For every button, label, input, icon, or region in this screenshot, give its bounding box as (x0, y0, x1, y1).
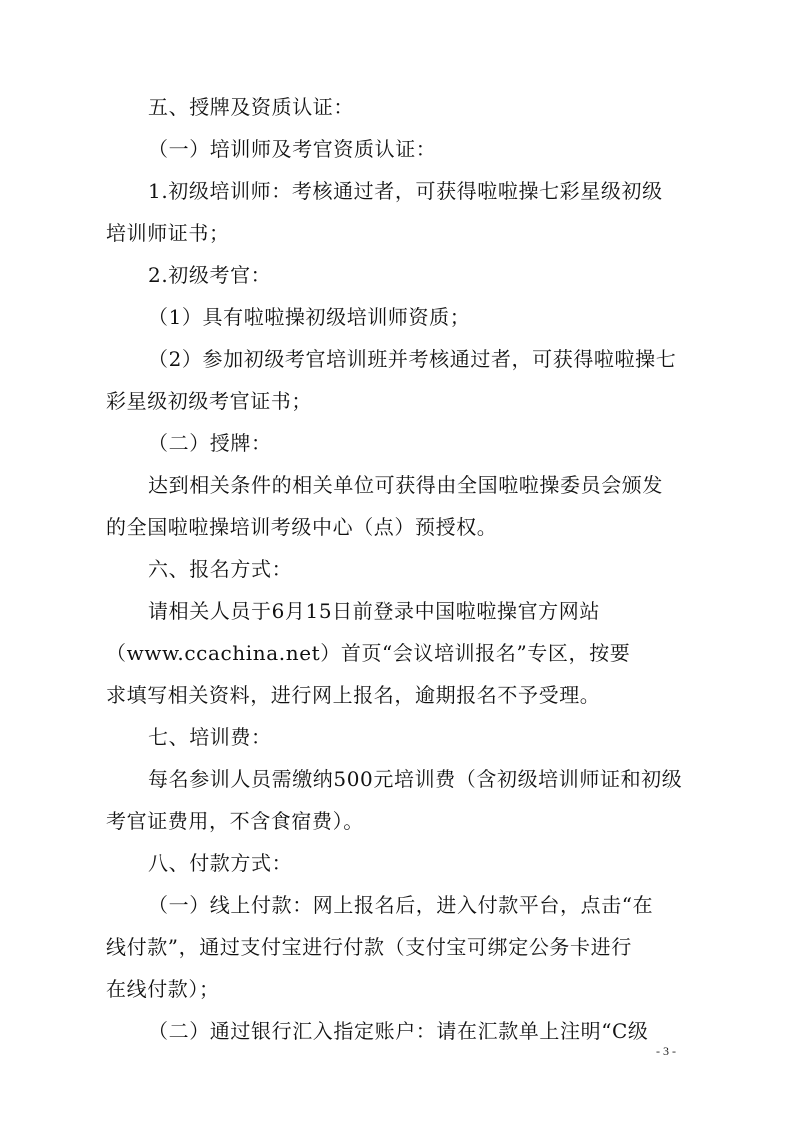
section-heading-6: 六、报名方式： (148, 557, 293, 581)
paragraph-line: 达到相关条件的相关单位可获得由全国啦啦操委员会颁发 (148, 473, 663, 497)
section-heading-7: 七、培训费： (148, 725, 272, 749)
subsection-heading-award: （二）授牌： (148, 431, 272, 455)
paragraph-line: 培训师证书； (106, 221, 230, 245)
paragraph-line: 请相关人员于6月15日前登录中国啦啦操官方网站 (148, 599, 600, 623)
section-heading-8: 八、付款方式： (148, 851, 293, 875)
paragraph-line: 求填写相关资料，进行网上报名，逾期报名不予受理。 (106, 683, 601, 707)
paragraph-line: （1）具有啦啦操初级培训师资质； (148, 305, 471, 329)
paragraph-line: 2.初级考官： (148, 263, 272, 287)
paragraph-line: 线付款”，通过支付宝进行付款（支付宝可绑定公务卡进行 (106, 935, 632, 959)
subsection-heading-certification: （一）培训师及考官资质认证： (148, 137, 437, 161)
paragraph-line: 考官证费用，不含食宿费）。 (106, 809, 364, 833)
paragraph-line-url: （www.ccachina.net）首页“会议培训报名”专区，按要 (106, 641, 631, 665)
section-heading-5: 五、授牌及资质认证： (148, 95, 354, 119)
paragraph-line: （一）线上付款：网上报名后，进入付款平台，点击“在 (148, 893, 654, 917)
paragraph-line: （2）参加初级考官培训班并考核通过者，可获得啦啦操七 (148, 347, 677, 371)
paragraph-line: （二）通过银行汇入指定账户：请在汇款单上注明“C级 (148, 1019, 649, 1043)
paragraph-line: 每名参训人员需缴纳500元培训费（含初级培训师证和初级 (148, 767, 683, 791)
paragraph-line: 的全国啦啦操培训考级中心（点）预授权。 (106, 515, 498, 539)
page-number: - 3 - (656, 1044, 676, 1058)
paragraph-line: 1.初级培训师：考核通过者，可获得啦啦操七彩星级初级 (148, 179, 663, 203)
paragraph-line: 彩星级初级考官证书； (106, 389, 312, 413)
paragraph-line: 在线付款）； (106, 977, 220, 1001)
